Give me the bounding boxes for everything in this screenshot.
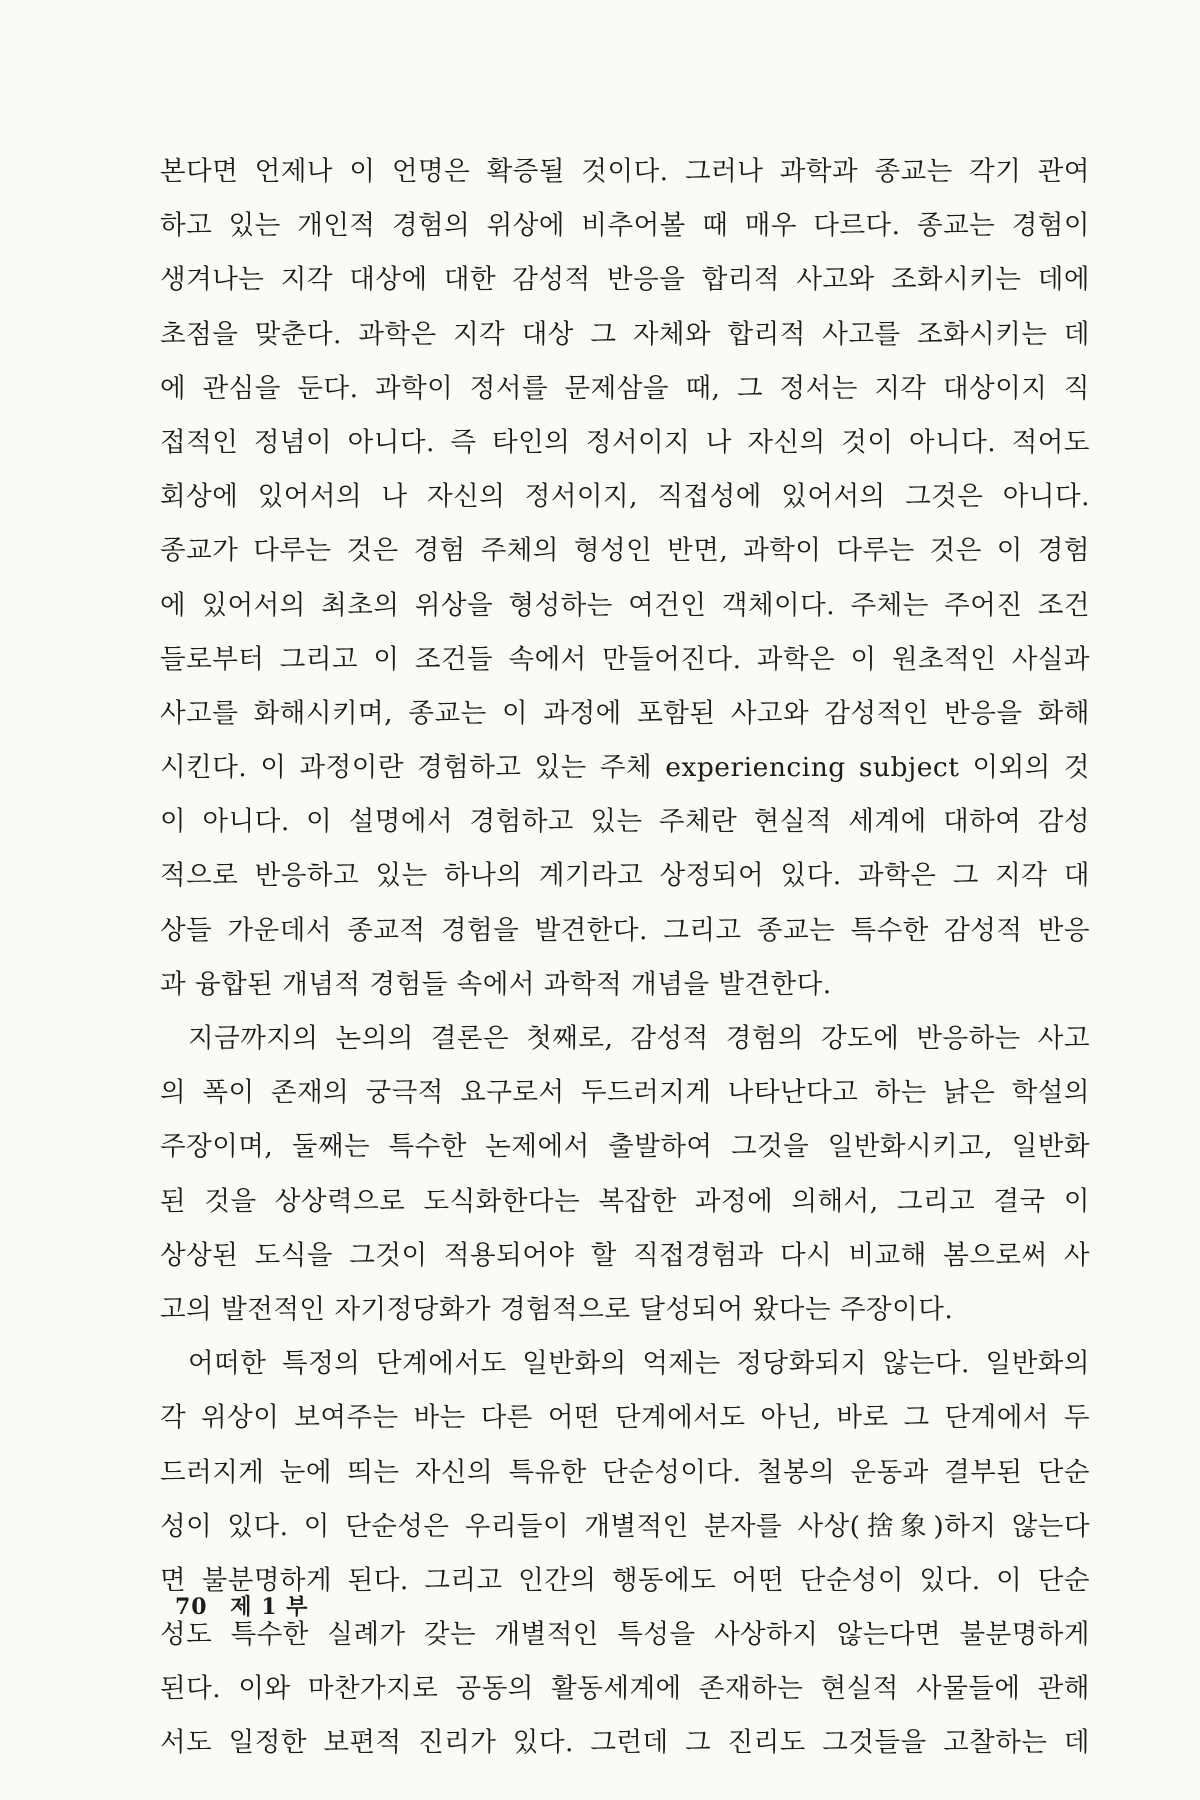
text-line: 들로부터 그리고 이 조건들 속에서 만들어진다. 과학은 이 원초적인 사실과 xyxy=(160,643,1090,675)
text-line: 의 폭이 존재의 궁극적 요구로서 두드러지게 나타난다고 하는 낡은 학설의 xyxy=(160,1077,1090,1109)
text-line: 회상에 있어서의 나 자신의 정서이지, 직접성에 있어서의 그것은 아니다. xyxy=(160,481,1090,513)
text-line: 된다. 이와 마찬가지로 공동의 활동세계에 존재하는 현실적 사물들에 관해 xyxy=(160,1673,1090,1705)
text-line: 접적인 정념이 아니다. 즉 타인의 정서이지 나 자신의 것이 아니다. 적어도 xyxy=(160,426,1090,458)
text-line: 하고 있는 개인적 경험의 위상에 비추어볼 때 매우 다르다. 종교는 경험이 xyxy=(160,210,1090,242)
page-number: 70 xyxy=(175,1594,208,1620)
text-line: 본다면 언제나 이 언명은 확증될 것이다. 그러나 과학과 종교는 각기 관여 xyxy=(160,156,1090,187)
text-line: 적으로 반응하고 있는 하나의 계기라고 상정되어 있다. 과학은 그 지각 대 xyxy=(160,860,1090,892)
body-text xyxy=(160,145,1090,1771)
text-line: 고의 발전적인 자기정당화가 경험적으로 달성되어 왔다는 주장이다. xyxy=(160,1293,954,1325)
part-label: 제 1 부 xyxy=(230,1594,309,1620)
text-line: 드러지게 눈에 띄는 자신의 특유한 단순성이다. 철봉의 운동과 결부된 단순 xyxy=(160,1456,1090,1488)
text-line: 종교가 다루는 것은 경험 주체의 형성인 반면, 과학이 다루는 것은 이 경험 xyxy=(160,535,1090,567)
text-line: 생겨나는 지각 대상에 대한 감성적 반응을 합리적 사고와 조화시키는 데에 xyxy=(160,264,1090,296)
text-line: 시킨다. 이 과정이란 경험하고 있는 주체 experiencing subject 이외의 것 xyxy=(160,752,1090,784)
page-footer xyxy=(175,1590,322,1621)
text-line: 상상된 도식을 그것이 적용되어야 할 직접경험과 다시 비교해 봄으로써 사 xyxy=(160,1239,1090,1271)
text-line: 상들 가운데서 종교적 경험을 발견한다. 그리고 종교는 특수한 감성적 반응 xyxy=(160,914,1090,946)
text-line: 에 있어서의 최초의 위상을 형성하는 여건인 객체이다. 주체는 주어진 조건 xyxy=(160,589,1090,621)
text-line: 과 융합된 개념적 경험들 속에서 과학적 개념을 발견한다. xyxy=(160,968,832,1000)
text-line: 어떠한 특정의 단계에서도 일반화의 억제는 정당화되지 않는다. 일반화의 xyxy=(188,1348,1090,1380)
text-line: 성도 특수한 실례가 갖는 개별적인 특성을 사상하지 않는다면 불분명하게 xyxy=(160,1619,1090,1651)
text-line: 에 관심을 둔다. 과학이 정서를 문제삼을 때, 그 정서는 지각 대상이지 직 xyxy=(160,372,1090,404)
text-line: 지금까지의 논의의 결론은 첫째로, 감성적 경험의 강도에 반응하는 사고 xyxy=(188,1023,1090,1054)
text-line: 서도 일정한 보편적 진리가 있다. 그런데 그 진리도 그것들을 고찰하는 데 xyxy=(160,1727,1090,1759)
text-line: 사고를 화해시키며, 종교는 이 과정에 포함된 사고와 감성적인 반응을 화해 xyxy=(160,697,1090,729)
text-line: 각 위상이 보여주는 바는 다른 어떤 단계에서도 아닌, 바로 그 단계에서 두 xyxy=(160,1402,1090,1434)
text-line: 면 불분명하게 된다. 그리고 인간의 행동에도 어떤 단순성이 있다. 이 단순 xyxy=(160,1564,1090,1596)
text-line: 이 아니다. 이 설명에서 경험하고 있는 주체란 현실적 세계에 대하여 감성 xyxy=(160,806,1090,838)
text-line: 주장이며, 둘째는 특수한 논제에서 출발하여 그것을 일반화시키고, 일반화 xyxy=(160,1131,1090,1163)
text-line: 성이 있다. 이 단순성은 우리들이 개별적인 분자를 사상(捨象)하지 않는다 xyxy=(160,1510,1090,1542)
text-line: 초점을 맞춘다. 과학은 지각 대상 그 자체와 합리적 사고를 조화시키는 데 xyxy=(160,318,1090,350)
text-line: 된 것을 상상력으로 도식화한다는 복잡한 과정에 의해서, 그리고 결국 이 xyxy=(160,1185,1090,1217)
